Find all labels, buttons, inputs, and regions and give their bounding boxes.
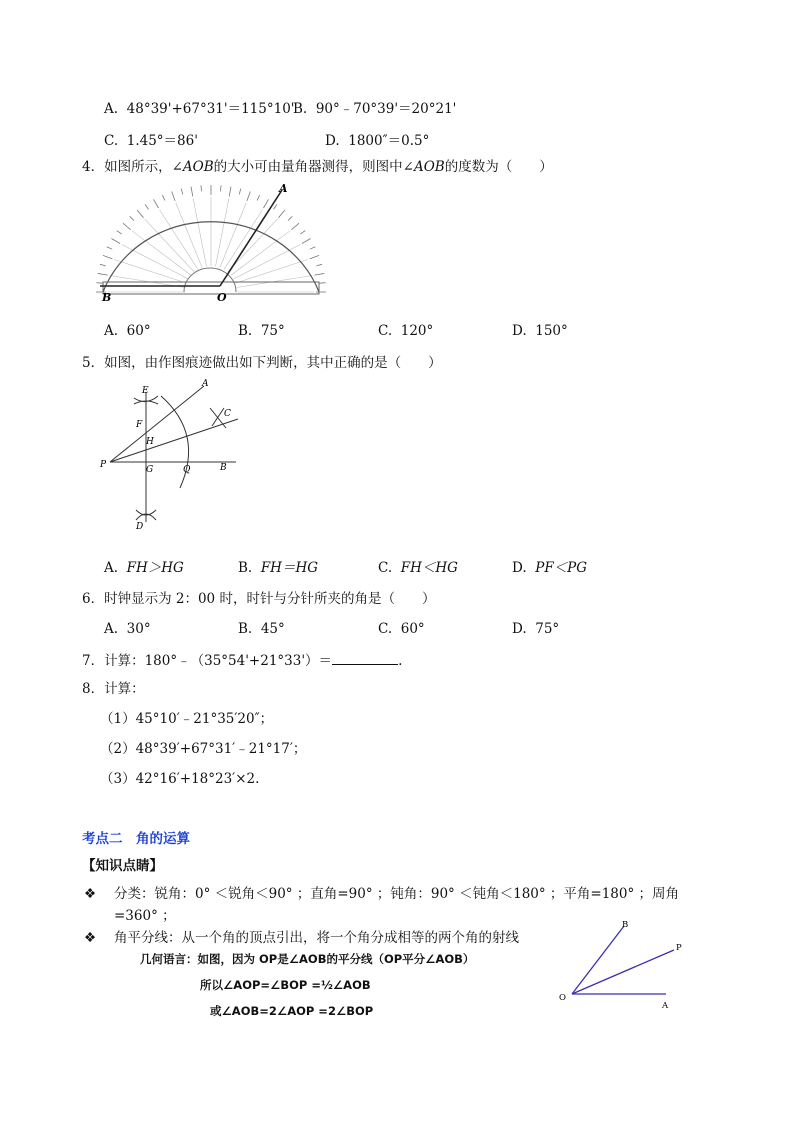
protractor-guide	[114, 260, 186, 284]
option-text: PF＜PG	[535, 560, 588, 576]
protractor-tick	[154, 199, 159, 208]
option-text: 120°	[400, 323, 434, 339]
q4-stem	[82, 158, 553, 176]
q5-option-a	[104, 559, 184, 577]
protractor-tick	[96, 283, 102, 284]
ray-op	[572, 950, 674, 994]
protractor-tick	[111, 239, 120, 244]
q3-option-c	[104, 132, 198, 150]
option-text: 150°	[535, 323, 568, 339]
label-h: H	[146, 437, 154, 447]
label-b: B	[220, 463, 227, 473]
protractor-tick	[117, 231, 122, 234]
protractor-ticks	[96, 185, 326, 292]
option-label: B.	[293, 101, 308, 117]
option-label: D.	[512, 621, 527, 637]
label-p: P	[100, 460, 107, 470]
protractor-guide	[220, 203, 246, 268]
option-text: FH＝HG	[260, 560, 319, 576]
protractor-tick	[107, 247, 112, 250]
option-label: C.	[378, 323, 393, 339]
protractor-tick	[172, 191, 175, 200]
option-text: 75°	[260, 323, 285, 339]
bisector-definition: 角平分线：从一个角的顶点引出，将一个角分成相等的两个角的射线	[114, 930, 519, 946]
option-label: B.	[238, 560, 253, 576]
protractor-tick	[278, 210, 284, 218]
option-text: 48°39'+67°31'＝115°10'	[126, 101, 295, 117]
protractor-tick	[103, 255, 112, 258]
q3-option-d	[325, 132, 429, 150]
option-label: A.	[104, 323, 119, 339]
stem-part: AOB	[413, 159, 445, 175]
label-o: O	[559, 993, 566, 1003]
protractor-tick	[201, 185, 202, 191]
protractor-tick	[220, 185, 221, 191]
stem-end: .	[398, 653, 403, 669]
q8-item-3: （3）42°16′+18°23′×2.	[100, 771, 260, 787]
protractor-guide	[160, 210, 199, 270]
label-a: A	[662, 1001, 669, 1011]
q5-option-d	[512, 559, 587, 577]
classification-line-2: =360° ；	[114, 908, 176, 924]
option-text: 45°	[260, 621, 285, 637]
protractor-tick	[320, 283, 326, 284]
ray-ob	[572, 926, 624, 994]
option-label: D.	[325, 133, 340, 149]
protractor-tick	[162, 195, 165, 200]
ray-pc	[110, 419, 238, 462]
protractor-tick	[302, 239, 311, 244]
protractor-tick	[145, 204, 148, 209]
protractor-guide	[193, 198, 206, 266]
bullet-icon: ❖	[84, 886, 97, 902]
q3-option-a	[104, 100, 295, 118]
angle-bisector-figure	[556, 916, 686, 1016]
q4-option-d	[512, 322, 568, 340]
protractor-tick	[316, 264, 322, 266]
protractor-tick	[98, 273, 108, 275]
protractor-tick	[264, 199, 269, 208]
q4-option-a	[104, 322, 151, 340]
protractor-figure	[96, 180, 336, 304]
label-g: G	[146, 465, 154, 475]
knowledge-heading: 【知识点睛】	[82, 858, 163, 874]
protractor-guide	[216, 198, 229, 266]
geometry-language-2: 所以∠AOP=∠BOP =½∠AOB	[200, 978, 371, 992]
construction-figure	[96, 374, 246, 534]
protractor-tick	[137, 210, 143, 218]
option-label: A.	[104, 101, 119, 117]
option-label: A.	[104, 621, 119, 637]
protractor-tick	[100, 264, 106, 266]
protractor-guide	[122, 245, 189, 280]
label-a: A	[202, 379, 209, 389]
protractor-tick	[247, 191, 250, 200]
label-e: E	[142, 386, 149, 396]
bullet-icon: ❖	[84, 930, 97, 946]
q4-option-b	[238, 322, 285, 340]
q6-option-a	[104, 620, 151, 638]
protractor-tick	[288, 216, 292, 220]
option-text: 30°	[126, 621, 151, 637]
option-label: B.	[238, 621, 253, 637]
protractor-tick	[300, 231, 305, 234]
protractor-guide	[235, 260, 307, 284]
label-b: B	[622, 920, 629, 930]
label-d: D	[136, 522, 144, 532]
label-b: B	[102, 291, 112, 304]
protractor-tick	[291, 223, 299, 229]
q5-option-c	[378, 559, 458, 577]
option-text: 1.45°＝86'	[126, 133, 198, 149]
section-title: 考点二 角的运算	[82, 831, 190, 847]
protractor-tick	[310, 255, 319, 258]
option-text: FH＞HG	[126, 560, 184, 576]
q6-stem: 6．时钟显示为 2：00 时，时针与分针所夹的角是（ ）	[82, 591, 436, 607]
label-c: C	[224, 409, 231, 419]
q7-stem	[82, 650, 402, 670]
protractor-tick	[239, 189, 241, 195]
option-text: 60°	[126, 323, 151, 339]
protractor-guide	[176, 203, 202, 268]
q6-option-d	[512, 620, 559, 638]
protractor-tick	[257, 195, 260, 200]
protractor-tick	[123, 223, 131, 229]
protractor-guide	[237, 276, 313, 288]
option-text: 75°	[535, 621, 560, 637]
option-label: A.	[104, 560, 119, 576]
option-label: C.	[378, 621, 393, 637]
q8-item-1: （1）45°10′﹣21°35′20″；	[100, 711, 274, 727]
protractor-tick	[130, 216, 134, 220]
protractor-tick	[310, 247, 315, 250]
option-label: D.	[512, 560, 527, 576]
q8-item-2: （2）48°39′+67°31′﹣21°17′；	[100, 741, 307, 757]
option-text: 90°﹣70°39'＝20°21'	[315, 101, 457, 117]
label-a: A	[279, 182, 288, 195]
geometry-language-1: 几何语言：如图，因为 OP是∠AOB的平分线（OP平分∠AOB）	[140, 952, 475, 966]
geometry-language-3: 或∠AOB=2∠AOP =2∠BOP	[210, 1004, 374, 1018]
option-label: D.	[512, 323, 527, 339]
label-o: O	[217, 291, 227, 304]
protractor-tick	[314, 273, 324, 275]
protractor-tick	[191, 187, 193, 197]
stem-part: 的度数为（ ）	[444, 159, 553, 175]
stem-text: 7．计算：180°﹣（35°54'+21°33'）＝	[82, 653, 333, 669]
stem-part: 4．如图所示，∠	[82, 159, 183, 175]
stem-part: AOB	[182, 159, 214, 175]
option-text: 60°	[400, 621, 425, 637]
label-f: F	[136, 420, 143, 430]
option-label: B.	[238, 323, 253, 339]
stem-part: 的大小可由量角器测得，则图中∠	[213, 159, 414, 175]
q8-stem: 8．计算：	[82, 681, 145, 697]
q6-option-c	[378, 620, 425, 638]
option-label: C.	[104, 133, 119, 149]
protractor-guide	[228, 219, 277, 272]
option-text: FH＜HG	[400, 560, 458, 576]
protractor-tick	[181, 189, 183, 195]
protractor-guide	[224, 210, 263, 270]
q5-stem: 5．如图，由作图痕迹做出如下判断，其中正确的是（ ）	[82, 355, 442, 371]
q3-option-b	[293, 100, 456, 118]
q5-option-b	[238, 559, 318, 577]
label-q: Q	[183, 465, 191, 475]
option-text: 1800″＝0.5°	[348, 133, 430, 149]
q4-option-c	[378, 322, 433, 340]
protractor-tick	[274, 204, 277, 209]
protractor-tick	[229, 187, 231, 197]
protractor-guide	[145, 219, 194, 272]
label-p: P	[676, 943, 682, 953]
answer-blank[interactable]	[332, 650, 398, 665]
option-label: C.	[378, 560, 393, 576]
classification-line-1: 分类：锐角：0° ＜锐角＜90° ；直角=90° ；钝角：90° ＜钝角＜180° ；平角=180° ；周角	[114, 886, 680, 902]
q6-option-b	[238, 620, 285, 638]
